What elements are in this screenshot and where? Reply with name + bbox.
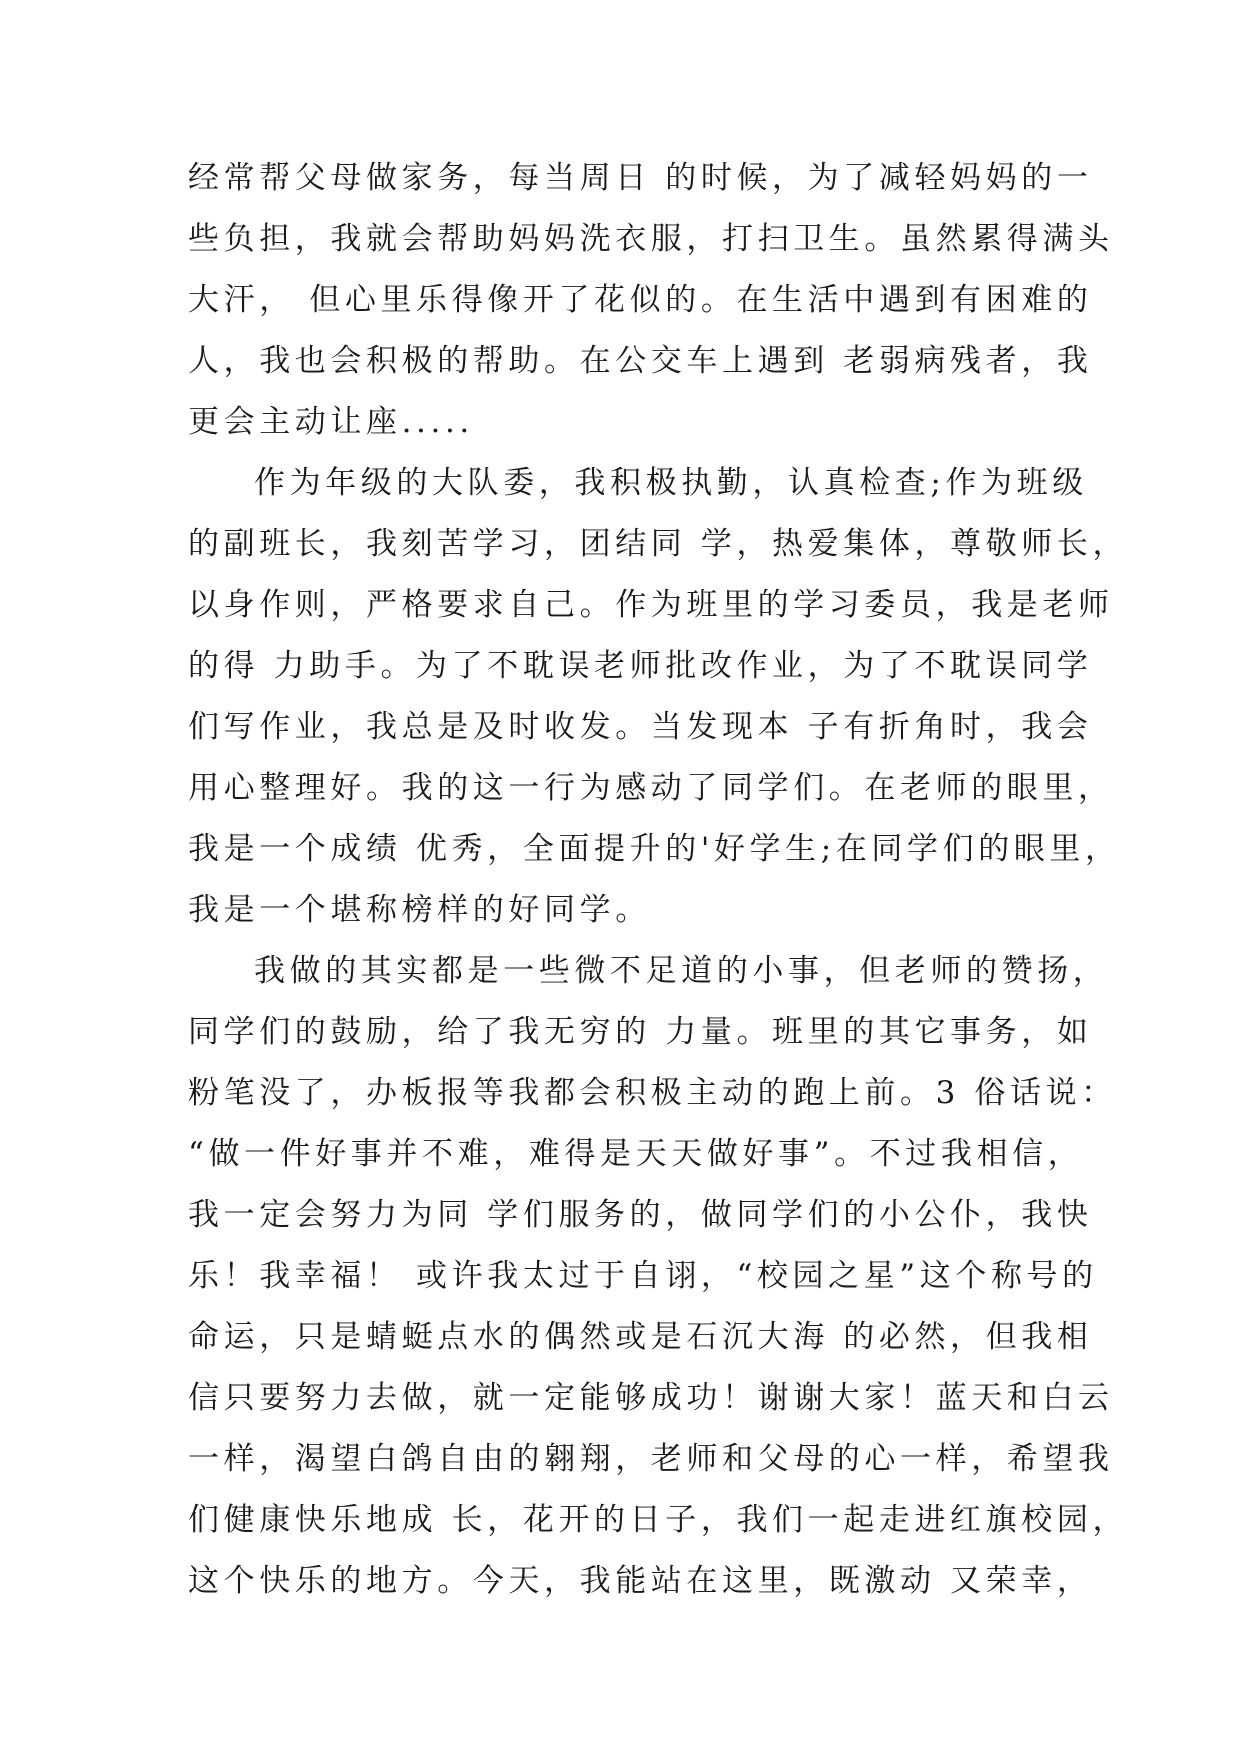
text-line: 的得 力助手。为了不耽误老师批改作业，为了不耽误同学 — [188, 648, 1093, 684]
document-body — [188, 148, 1129, 1612]
text-line: 更会主动让座..... — [188, 404, 474, 440]
text-line: 经常帮父母做家务，每当周日 的时候，为了减轻妈妈的一 — [188, 160, 1093, 196]
text-line: 以身作则，严格要求自己。作为班里的学习委员，我是老师 — [188, 587, 1114, 623]
text-line: 这个快乐的地方。今天，我能站在这里，既激动 又荣幸， — [188, 1563, 1093, 1599]
text-line: 的副班长，我刻苦学习，团结同 学，热爱集体，尊敬师长， — [188, 526, 1129, 562]
text-line: 大汗， 但心里乐得像开了花似的。在生活中遇到有困难的 — [188, 282, 1093, 318]
text-line: 一样，渴望白鸽自由的翱翔，老师和父母的心一样，希望我 — [188, 1441, 1114, 1477]
text-line: 信只要努力去做，就一定能够成功！谢谢大家！蓝天和白云 — [188, 1380, 1114, 1416]
text-line: 们写作业，我总是及时收发。当发现本 子有折角时，我会 — [188, 709, 1093, 745]
text-line: 同学们的鼓励，给了我无穷的 力量。班里的其它事务，如 — [188, 1014, 1093, 1050]
text-line: 人，我也会积极的帮助。在公交车上遇到 老弱病残者，我 — [188, 343, 1093, 379]
text-line: “做一件好事并不难，难得是天天做好事”。不过我相信， — [188, 1136, 1084, 1172]
text-line: 命运，只是蜻蜓点水的偶然或是石沉大海 的必然，但我相 — [188, 1319, 1093, 1355]
paragraph-first-line: 作为年级的大队委，我积极执勤，认真检查;作为班级 — [254, 465, 1088, 501]
text-line: 用心整理好。我的这一行为感动了同学们。在老师的眼里， — [188, 770, 1114, 806]
text-line: 些负担，我就会帮助妈妈洗衣服，打扫卫生。虽然累得满头 — [188, 221, 1114, 257]
text-line: 们健康快乐地成 长，花开的日子，我们一起走进红旗校园， — [188, 1502, 1129, 1538]
text-line: 粉笔没了，办板报等我都会积极主动的跑上前。3 俗话说： — [188, 1075, 1117, 1111]
text-line: 我一定会努力为同 学们服务的，做同学们的小公仆，我快 — [188, 1197, 1093, 1233]
text-line: 乐！我幸福！ 或许我太过于自诩，“校园之星”这个称号的 — [188, 1258, 1098, 1294]
paragraph-first-line: 我做的其实都是一些微不足道的小事，但老师的赞扬， — [254, 953, 1109, 989]
text-line: 我是一个堪称榜样的好同学。 — [188, 892, 651, 928]
text-line: 我是一个成绩 优秀，全面提升的'好学生;在同学们的眼里， — [188, 831, 1121, 867]
